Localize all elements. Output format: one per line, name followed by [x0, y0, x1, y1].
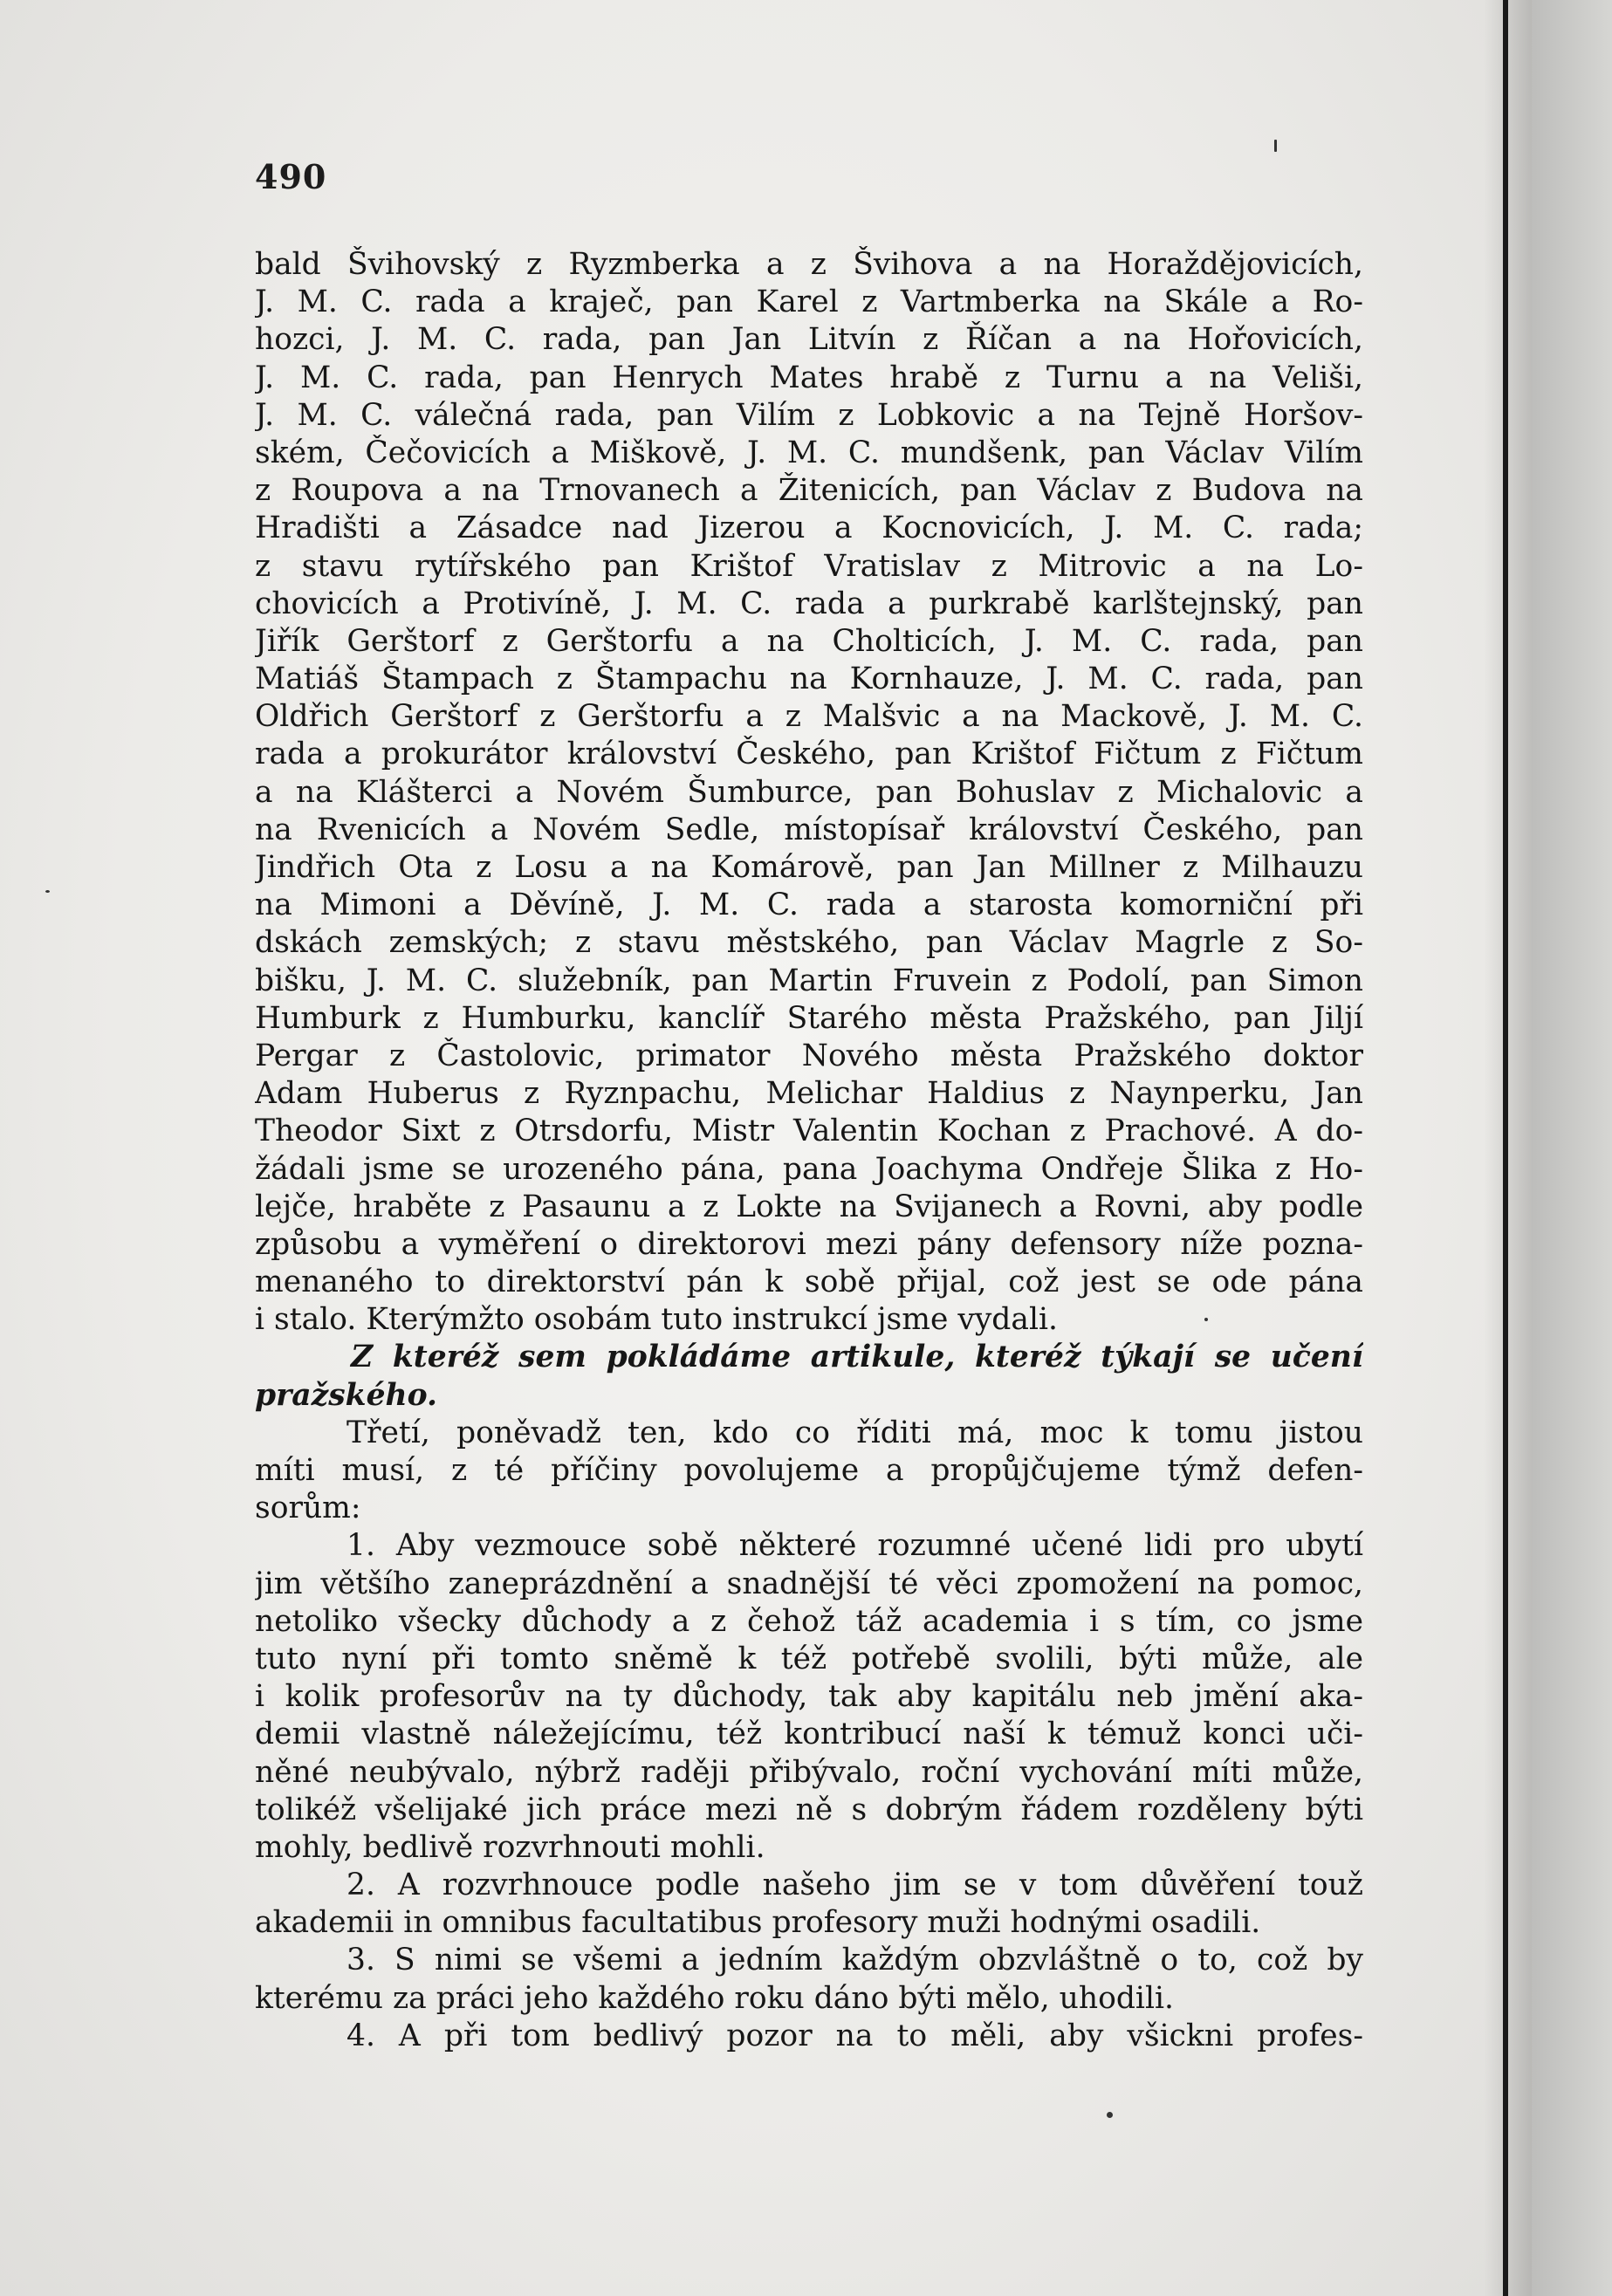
paragraph-first-line: Třetí, poněvadž ten, kdo co říditi má, moc k tomu jistou — [346, 1415, 1363, 1450]
scan-speck — [1204, 1318, 1208, 1321]
text-line: J. M. C. válečná rada, pan Vilím z Lobkovic a na Tejně Horšov- — [255, 397, 1363, 433]
text-line: jim většího zaneprázdnění a snadnější té věci zpomožení na pomoc, — [255, 1566, 1363, 1601]
scan-speck — [1274, 140, 1277, 152]
text-line: Theodor Sixt z Otrsdorfu, Mistr Valentin Kochan z Prachové. A do- — [255, 1114, 1363, 1149]
text-line: netoliko všecky důchody a z čehož táž academia i s tím, co jsme — [255, 1603, 1363, 1639]
scan-speck — [1107, 2112, 1113, 2118]
text-line: Matiáš Štampach z Štampachu na Kornhauze, J. M. C. rada, pan — [255, 661, 1363, 697]
text-line: mohly, bedlivě rozvrhnouti mohli. — [255, 1829, 765, 1865]
list-item-3: 3. S nimi se všemi a jedním každým obzvláštně o to, což by — [346, 1943, 1363, 1978]
text-line: Adam Huberus z Ryznpachu, Melichar Haldius z Naynperku, Jan — [255, 1076, 1363, 1112]
text-line: z stavu rytířského pan Krištof Vratislav z Mitrovic a na Lo- — [255, 548, 1363, 584]
text-line: rada a prokurátor království Českého, pan Krištof Fičtum z Fičtum — [255, 737, 1363, 772]
text-line: J. M. C. rada a kraječ, pan Karel z Vartmberka na Skále a Ro- — [255, 284, 1363, 320]
text-line: J. M. C. rada, pan Henrych Mates hrabě z Turnu a na Veliši, — [255, 360, 1363, 395]
text-line: i stalo. Kterýmžto osobám tuto instrukcí jsme vydali. — [255, 1302, 1058, 1338]
text-line: ském, Čečovicích a Miškově, J. M. C. mundšenk, pan Václav Vilím — [255, 435, 1363, 470]
text-line: hozci, J. M. C. rada, pan Jan Litvín z Říčan a na Hořovicích, — [255, 322, 1363, 358]
text-line: Jindřich Ota z Losu a na Komárově, pan Jan Millner z Milhauzu — [255, 850, 1363, 885]
text-line: lejče, hraběte z Pasaunu a z Lokte na Svijanech a Rovni, aby podle — [255, 1189, 1363, 1224]
text-line: Humburk z Humburku, kanclíř Starého města Pražského, pan Jiljí — [255, 1000, 1363, 1036]
text-line: a na Klášterci a Novém Šumburce, pan Bohuslav z Michalovic a — [255, 774, 1363, 810]
text-line: míti musí, z té příčiny povolujeme a propůjčujeme týmž defen- — [255, 1453, 1363, 1488]
text-line: tuto nyní při tomto sněmě k též potřebě svolili, býti může, ale — [255, 1641, 1363, 1676]
page-edge-line — [1503, 0, 1508, 2296]
text-line: Pergar z Častolovic, primator Nového města Pražského doktor — [255, 1038, 1363, 1073]
list-item-2: 2. A rozvrhnouce podle našeho jim se v tom důvěření touž — [346, 1868, 1363, 1903]
page-number: 490 — [255, 157, 327, 196]
text-line: kterému za práci jeho každého roku dáno býti mělo, uhodili. — [255, 1980, 1174, 2016]
text-line: chovicích a Protivíně, J. M. C. rada a purkrabě karlštejnský, pan — [255, 586, 1363, 621]
text-line: Hradišti a Zásadce nad Jizerou a Kocnovicích, J. M. C. rada; — [255, 511, 1363, 546]
section-heading-continued: pražského. — [255, 1377, 438, 1413]
list-item-1: 1. Aby vezmouce sobě některé rozumné učené lidi pro ubytí — [346, 1528, 1363, 1564]
text-line: dskách zemských; z stavu městského, pan Václav Magrle z So- — [255, 925, 1363, 961]
text-line: i kolik profesorův na ty důchody, tak aby kapitálu neb jmění aka- — [255, 1679, 1363, 1715]
text-line: z Roupova a na Trnovanech a Žitenicích, pan Václav z Budova na — [255, 473, 1363, 509]
text-line: žádali jsme se urozeného pána, pana Joachyma Ondřeje Šlika z Ho- — [255, 1151, 1363, 1187]
text-line: demii vlastně náležejícímu, též kontribucí naší k témuž konci uči- — [255, 1717, 1363, 1752]
list-item-4: 4. A při tom bedlivý pozor na to měli, aby všickni profes- — [346, 2018, 1363, 2053]
text-line: Jiřík Gerštorf z Gerštorfu a na Cholticích, J. M. C. rada, pan — [255, 623, 1363, 659]
text-line: něné neubývalo, nýbrž raději přibývalo, roční vychování míti může, — [255, 1754, 1363, 1790]
text-line: sorům: — [255, 1491, 361, 1526]
adjacent-page-edge — [1532, 0, 1612, 2296]
text-line: akademii in omnibus facultatibus profesory muži hodnými osadili. — [255, 1905, 1261, 1941]
text-line: na Rvenicích a Novém Sedle, místopísař království Českého, pan — [255, 812, 1363, 847]
text-line: bald Švihovský z Ryzmberka a z Švihova a na Horaždějovicích, — [255, 247, 1363, 282]
text-line: způsobu a vyměření o direktorovi mezi pány defensory níže pozna- — [255, 1226, 1363, 1262]
scan-speck — [45, 890, 50, 893]
text-line: menaného to direktorství pán k sobě přijal, což jest se ode pána — [255, 1265, 1363, 1300]
text-line: tolikéž všelijaké jich práce mezi ně s dobrým řádem rozděleny býti — [255, 1792, 1363, 1827]
section-heading: Z kteréž sem pokládáme artikule, kteréž týkají se učení — [351, 1340, 1363, 1375]
text-line: na Mimoni a Děvíně, J. M. C. rada a starosta komorniční při — [255, 888, 1363, 923]
text-line: Oldřich Gerštorf z Gerštorfu a z Malšvic a na Mackově, J. M. C. — [255, 699, 1363, 735]
text-line: bišku, J. M. C. služebník, pan Martin Fruvein z Podolí, pan Simon — [255, 963, 1363, 998]
body-text — [255, 246, 1363, 2055]
